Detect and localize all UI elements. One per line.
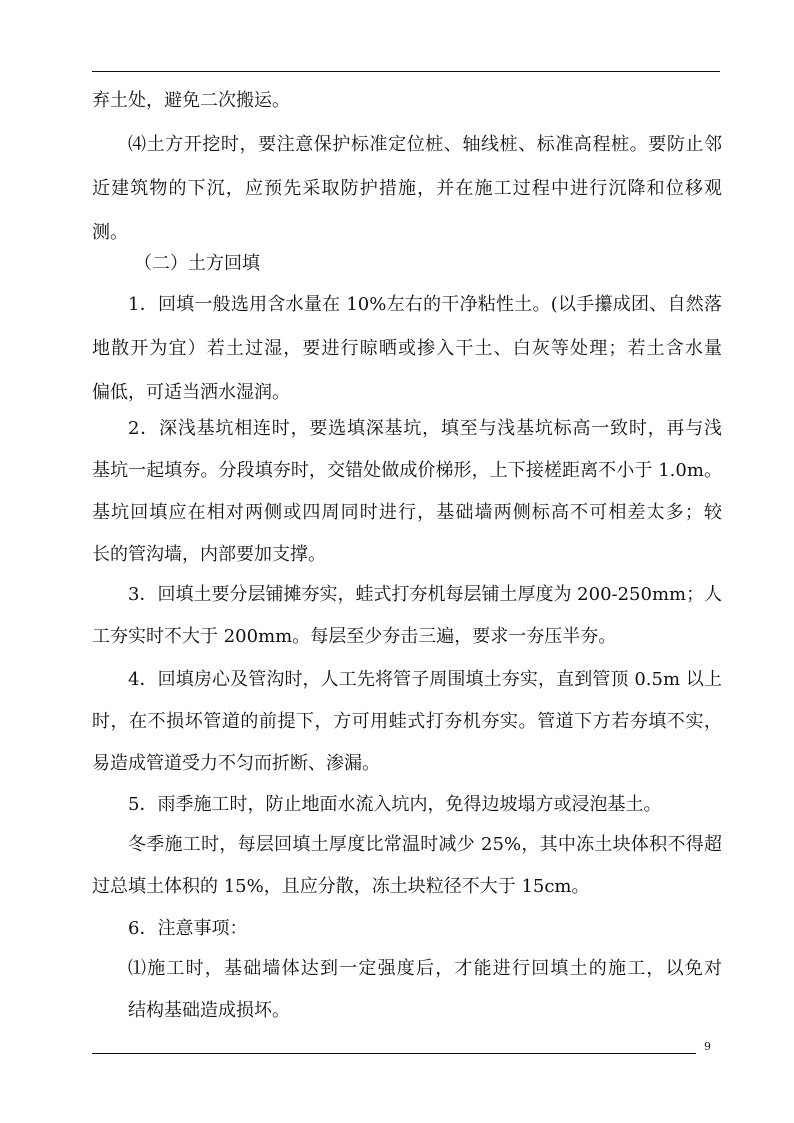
text-line: 偏低，可适当洒水湿润。: [92, 382, 290, 403]
text-line: （二）土方回填: [134, 253, 260, 274]
text-line: 时，在不损坏管道的前提下，方可用蛙式打夯机夯实。管道下方若夯填不实，: [92, 711, 722, 732]
paragraph: [92, 82, 722, 120]
paragraph: [92, 126, 722, 252]
text-line: 工夯实时不大于 200mm。每层至少夯击三遍，要求一夯压半夯。: [92, 626, 617, 647]
paragraph: [92, 576, 722, 656]
paragraph: [92, 950, 722, 1030]
text-line: ⑷土方开挖时，要注意保护标准定位桩、轴线桩、标准高程桩。要防止邻: [128, 134, 722, 155]
text-line: 冬季施工时，每层回填土厚度比常温时减少 25%，其中冻土块体积不得超: [128, 834, 722, 855]
text-line: 1．回填一般选用含水量在 10%左右的干净粘性土。(以手攥成团、自然落: [128, 294, 722, 315]
text-line: ⑴施工时，基础墙体达到一定强度后，才能进行回填土的施工，以免对: [128, 958, 722, 979]
section-heading: [92, 245, 722, 283]
text-line: 近建筑物的下沉，应预先采取防护措施，并在施工过程中进行沉降和位移观: [92, 178, 722, 199]
paragraph: [92, 826, 722, 906]
text-line: 测。: [92, 222, 128, 243]
text-line: 基坑回填应在相对两侧或四周同时进行，基础墙两侧标高不可相差太多；较: [92, 502, 722, 523]
page-number: 9: [704, 1040, 711, 1053]
footer-rule: [92, 1053, 696, 1054]
text-line: 4．回填房心及管沟时，人工先将管子周围填土夯实，直到管顶 0.5m 以上: [128, 669, 722, 690]
paragraph: [92, 910, 722, 948]
text-line: 过总填土体积的 15%，且应分散，冻土块粒径不大于 15cm。: [92, 876, 590, 897]
text-line: 地散开为宜）若土过湿，要进行晾晒或掺入干土、白灰等处理；若土含水量: [92, 338, 722, 359]
text-line: 长的管沟墙，内部要加支撑。: [92, 544, 326, 565]
paragraph: [92, 661, 722, 783]
paragraph: [92, 410, 722, 574]
text-line: 结构基础造成损坏。: [128, 1000, 290, 1021]
text-line: 6．注意事项：: [128, 918, 248, 939]
text-line: 基坑一起填夯。分段填夯时，交错处做成价梯形，上下接槎距离不小于 1.0m。: [92, 460, 722, 481]
paragraph: [92, 786, 722, 824]
text-line: 弃土处，避免二次搬运。: [92, 90, 290, 111]
paragraph: [92, 286, 722, 412]
text-line: 易造成管道受力不匀而折断、渗漏。: [92, 753, 380, 774]
text-line: 2．深浅基坑相连时，要选填深基坑，填至与浅基坑标高一致时，再与浅: [128, 418, 722, 439]
text-line: 3．回填土要分层铺摊夯实，蛙式打夯机每层铺土厚度为 200-250mm；人: [128, 584, 722, 605]
text-line: 5．雨季施工时，防止地面水流入坑内，免得边坡塌方或浸泡基土。: [128, 794, 662, 815]
header-rule: [92, 71, 720, 72]
